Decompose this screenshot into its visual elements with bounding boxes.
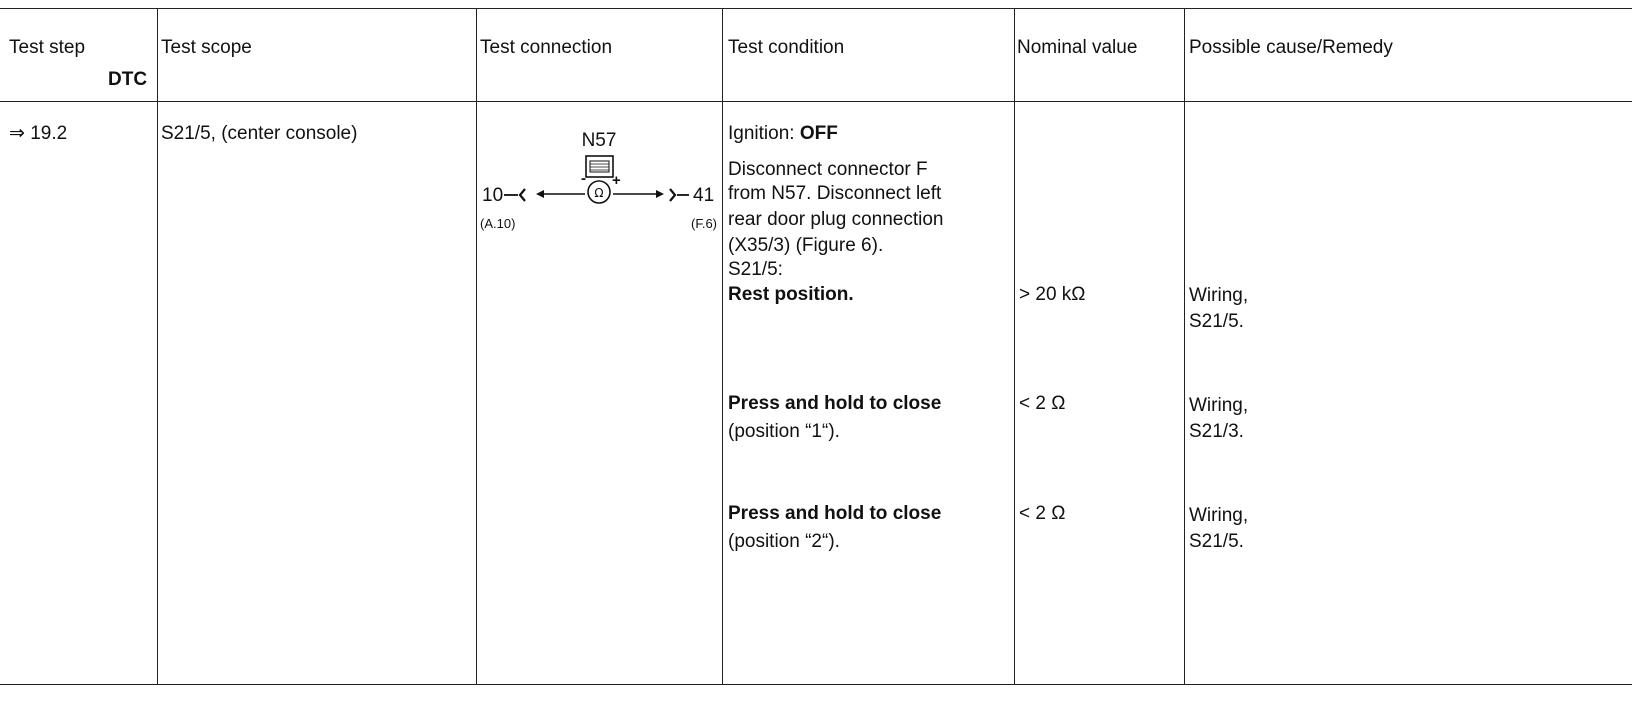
header-test-condition: Test condition — [728, 37, 845, 58]
ignition-label: Ignition: — [728, 123, 800, 144]
subcheck-2-condition: Press and hold to close — [728, 393, 942, 414]
subcheck-3-nominal: < 2 Ω — [1019, 503, 1066, 524]
subcheck-1-condition: Rest position. — [728, 284, 854, 305]
meter-omega: Ω — [594, 186, 604, 200]
header-test-step: Test step — [9, 37, 86, 58]
subcheck-3-condition: Press and hold to close — [728, 503, 942, 524]
header-test-connection: Test connection — [480, 37, 613, 58]
header-possible-cause: Possible cause/Remedy — [1189, 37, 1393, 58]
col-divider-1 — [157, 8, 158, 684]
test-scope-value: S21/5, (center console) — [161, 123, 358, 144]
condition-line-4: (X35/3) (Figure 6). — [728, 235, 884, 256]
header-nominal-value: Nominal value — [1017, 37, 1138, 58]
meter-minus: - — [581, 170, 586, 187]
right-connector-icon — [670, 189, 689, 201]
test-step-value: ⇒ 19.2 — [9, 123, 68, 144]
col-divider-5 — [1184, 8, 1185, 684]
ignition-line — [728, 122, 838, 146]
condition-line-2: from N57. Disconnect left — [728, 183, 942, 204]
subcheck-1-nominal: > 20 kΩ — [1019, 284, 1086, 305]
test-connection-diagram — [478, 126, 718, 276]
subcheck-3-remedy-2: S21/5. — [1189, 531, 1244, 552]
module-label: N57 — [581, 130, 617, 151]
condition-line-5: S21/5: — [728, 259, 783, 280]
col-divider-4 — [1014, 8, 1015, 684]
condition-line-1: Disconnect connector F — [728, 159, 928, 180]
col-divider-3 — [722, 8, 723, 684]
pin-right-reference: (F.6) — [691, 216, 717, 231]
table-bottom-border — [0, 684, 1632, 685]
meter-plus: + — [612, 172, 621, 189]
left-connector-icon — [504, 189, 525, 201]
pin-left-number: 10 — [482, 185, 504, 206]
header-bottom-border — [0, 101, 1632, 102]
subcheck-2-condition-detail: (position “1“). — [728, 421, 840, 442]
ignition-value: OFF — [799, 123, 838, 144]
header-dtc: DTC — [108, 69, 148, 90]
subcheck-3-remedy-1: Wiring, — [1189, 505, 1249, 526]
header-test-scope: Test scope — [161, 37, 252, 58]
subcheck-2-remedy-1: Wiring, — [1189, 395, 1249, 416]
subcheck-3-condition-detail: (position “2“). — [728, 531, 840, 552]
subcheck-2-nominal: < 2 Ω — [1019, 393, 1066, 414]
subcheck-2-remedy-2: S21/3. — [1189, 421, 1244, 442]
subcheck-1-remedy-2: S21/5. — [1189, 311, 1244, 332]
control-module-icon — [586, 156, 613, 177]
table-top-border — [0, 8, 1632, 9]
condition-line-3: rear door plug connection — [728, 209, 944, 230]
pin-left-reference: (A.10) — [480, 216, 516, 231]
pin-right-number: 41 — [693, 185, 715, 206]
col-divider-2 — [476, 8, 477, 684]
subcheck-1-remedy-1: Wiring, — [1189, 285, 1249, 306]
